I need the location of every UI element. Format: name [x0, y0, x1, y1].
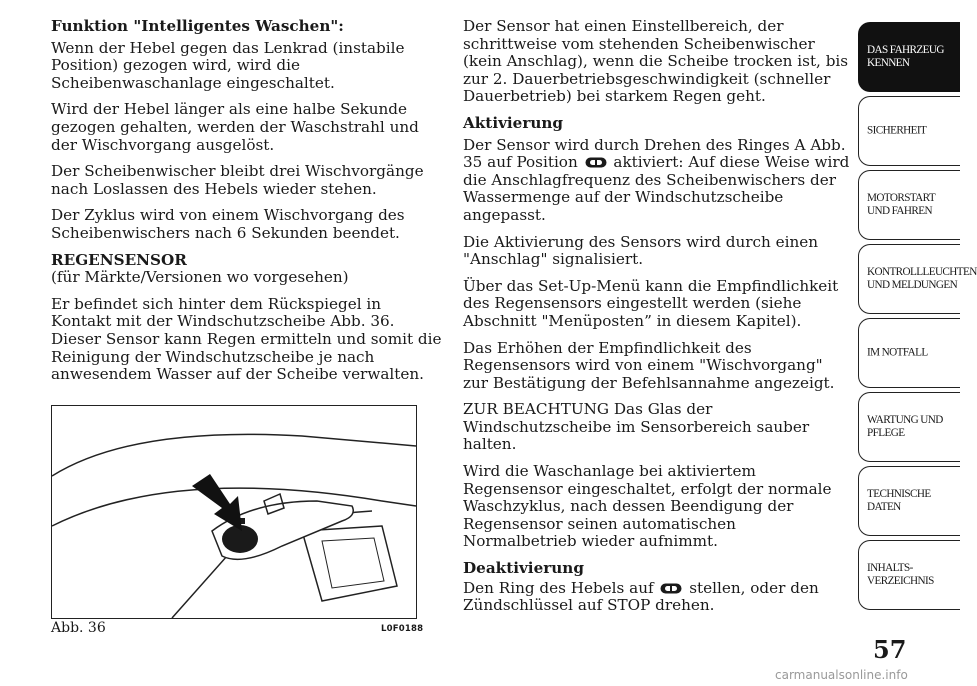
- section-heading-activation: Aktivierung: [463, 113, 564, 132]
- tab-label: IM NOTFALL: [867, 346, 928, 359]
- rain-sensor-illustration: [52, 406, 416, 618]
- chapter-tabs: [858, 22, 977, 614]
- note: ZUR BEACHTUNG Das Glas der Windschutzscheibe im Sensorbereich sauber halten.: [463, 400, 810, 454]
- text-fragment: aktiviert: Auf diese Weise wird die Anschlagfrequenz des Scheibenwischers der Wassermenge auf der Windschutzscheibe angepasst.: [463, 153, 850, 224]
- section-heading-rain-sensor: REGENSENSOR: [51, 250, 187, 269]
- paragraph: Über das Set-Up-Menü kann die Empfindlichkeit des Regensensors eingestellt werden (siehe Abschnitt "Menüposten” in diesem Kapitel).: [463, 276, 839, 330]
- page-number: 57: [873, 635, 907, 664]
- tab-das-fahrzeug-kennen[interactable]: [858, 22, 960, 92]
- tab-label: MOTORSTART UND FAHREN: [867, 192, 935, 217]
- auto-wiper-icon: [660, 583, 682, 594]
- figure-caption: Abb. 36: [51, 620, 106, 636]
- paragraph: Er befindet sich hinter dem Rückspiegel in Kontakt mit der Windschutzscheibe Abb. 36. Dieser Sensor kann Regen ermitteln und somit die Reinigung der Windschutzscheibe je nach anwesendem Wasser auf der Scheibe verwalten.: [51, 294, 442, 384]
- paragraph: Das Erhöhen der Empfindlichkeit des Regensensors wird von einem "Wischvorgang" zur Bestätigung der Befehlsannahme angezeigt.: [463, 338, 835, 392]
- tab-kontrollleuchten[interactable]: [858, 244, 977, 314]
- tab-label: INHALTS- VERZEICHNIS: [867, 562, 934, 587]
- tab-im-notfall[interactable]: [858, 318, 960, 388]
- tab-label: SICHERHEIT: [867, 124, 927, 137]
- tab-label: DAS FAHRZEUG KENNEN: [867, 44, 944, 69]
- tab-motorstart-und-fahren[interactable]: [858, 170, 960, 240]
- paragraph: Wenn der Hebel gegen das Lenkrad (instabile Position) gezogen wird, wird die Scheibenwaschanlage eingeschaltet.: [51, 38, 405, 92]
- text-fragment: stellen, oder den Zündschlüssel auf STOP drehen.: [463, 578, 819, 615]
- paragraph: Wird der Hebel länger als eine halbe Sekunde gezogen gehalten, werden der Waschstrahl und der Wischvorgang ausgelöst.: [51, 100, 419, 154]
- paragraph-deactivation: [463, 580, 851, 615]
- tab-wartung-und-pflege[interactable]: [858, 392, 960, 462]
- paragraph: Der Sensor hat einen Einstellbereich, der schrittweise vom stehenden Scheibenwischer (kein Anschlag), wenn die Scheibe trocken ist, bis zur 2. Dauerbetriebsgeschwindigkeit (schneller Dauerbetrieb) bei starkem Regen geht.: [463, 17, 849, 106]
- figure-code: L0F0188: [381, 624, 424, 634]
- auto-wiper-icon: [585, 157, 607, 168]
- tab-label: KONTROLLLEUCHTEN UND MELDUNGEN: [867, 266, 977, 291]
- left-column: [51, 18, 443, 393]
- paragraph: Die Aktivierung des Sensors wird durch einen "Anschlag" signalisiert.: [463, 232, 819, 269]
- tab-technische-daten[interactable]: [858, 466, 960, 536]
- tab-label: WARTUNG UND PFLEGE: [867, 414, 943, 439]
- tab-inhaltsverzeichnis[interactable]: [858, 540, 960, 610]
- paragraph: Der Scheibenwischer bleibt drei Wischvorgänge nach Loslassen des Hebels wieder stehen.: [51, 162, 424, 198]
- watermark: carmanualsonline.info: [775, 668, 908, 682]
- tab-sicherheit[interactable]: [858, 96, 960, 166]
- figure-rain-sensor: [51, 405, 417, 619]
- right-column: [463, 18, 851, 624]
- section-subheading: (für Märkte/Versionen wo vorgesehen): [51, 268, 349, 287]
- paragraph: Wird die Waschanlage bei aktiviertem Regensensor eingeschaltet, erfolgt der normale Waschzyklus, nach dessen Beendigung der Regensensor seinen automatischen Normalbetrieb wieder aufnimmt.: [463, 462, 832, 551]
- paragraph-activation: [463, 137, 851, 225]
- text-fragment: Der Sensor wird durch Drehen des Ringes A Abb. 35 auf Position: [463, 135, 846, 172]
- section-heading-deactivation: Deaktivierung: [463, 559, 584, 578]
- section-heading-intelligent-wash: Funktion "Intelligentes Waschen":: [51, 17, 344, 35]
- tab-label: TECHNISCHE DATEN: [867, 488, 931, 513]
- paragraph: Der Zyklus wird von einem Wischvorgang des Scheibenwischers nach 6 Sekunden beendet.: [51, 206, 405, 242]
- text-fragment: Den Ring des Hebels auf: [463, 578, 654, 597]
